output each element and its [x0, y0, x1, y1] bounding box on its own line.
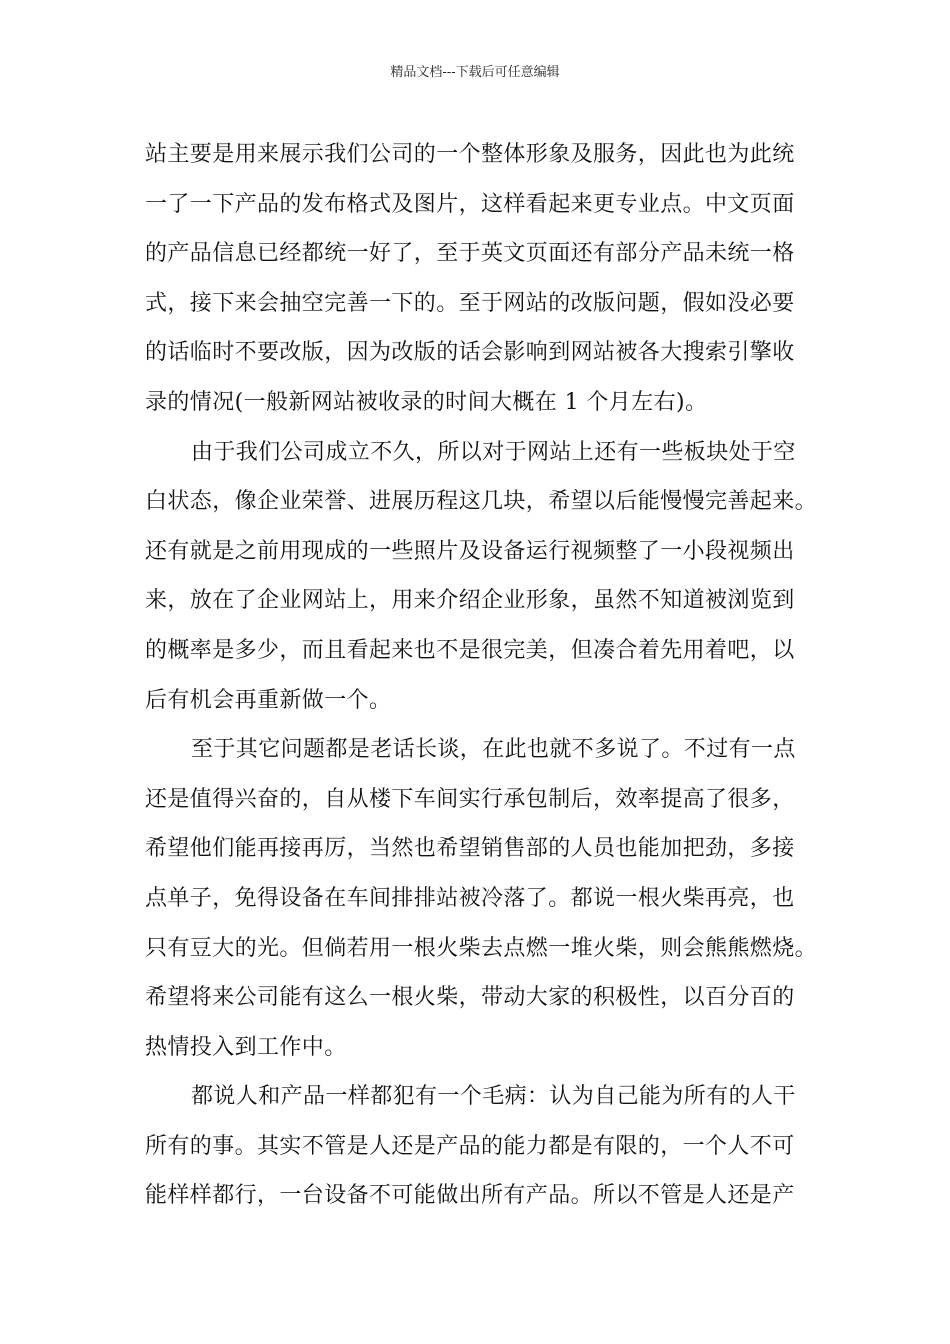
- text-line: 还是值得兴奋的，自从楼下车间实行承包制后，效率提高了很多，: [145, 786, 795, 812]
- text-line: 希望他们能再接再厉，当然也希望销售部的人员也能加把劲，多接: [145, 836, 795, 862]
- text-line: 点单子，免得设备在车间排排站被冷落了。都说一根火柴再亮，也: [145, 885, 795, 911]
- text-line: 的产品信息已经都统一好了，至于英文页面还有部分产品未统一格: [145, 241, 795, 267]
- text-line: 录的情况(一般新网站被收录的时间大概在 1 个月左右)。: [145, 389, 708, 415]
- text-line: 还有就是之前用现成的一些照片及设备运行视频整了一小段视频出: [145, 538, 795, 564]
- text-line: 所有的事。其实不管是人还是产品的能力都是有限的，一个人不可: [145, 1133, 795, 1159]
- text-line: 的话临时不要改版，因为改版的话会影响到网站被各大搜索引擎收: [145, 340, 795, 366]
- paragraph-first-line: 都说人和产品一样都犯有一个毛病：认为自己能为所有的人干: [191, 1084, 796, 1110]
- paragraph-first-line: 由于我们公司成立不久，所以对于网站上还有一些板块处于空: [191, 439, 796, 465]
- text-line: 的概率是多少，而且看起来也不是很完美，但凑合着先用着吧，以: [145, 637, 795, 663]
- text-line: 一了一下产品的发布格式及图片，这样看起来更专业点。中文页面: [145, 191, 795, 217]
- text-line: 希望将来公司能有这么一根火柴，带动大家的积极性，以百分百的: [145, 985, 795, 1011]
- page-header: 精品文档---下载后可任意编辑: [390, 65, 560, 80]
- text-line: 热情投入到工作中。: [145, 1034, 347, 1060]
- paragraph-first-line: 至于其它问题都是老话长谈，在此也就不多说了。不过有一点: [191, 737, 796, 763]
- text-line: 式，接下来会抽空完善一下的。至于网站的改版问题，假如没必要: [145, 290, 795, 316]
- text-line: 白状态，像企业荣誉、进展历程这几块，希望以后能慢慢完善起来。: [145, 489, 818, 515]
- text-line: 只有豆大的光。但倘若用一根火柴去点燃一堆火柴，则会熊熊燃烧。: [145, 935, 818, 961]
- text-line: 后有机会再重新做一个。: [145, 687, 392, 713]
- text-line: 能样样都行，一台设备不可能做出所有产品。所以不管是人还是产: [145, 1183, 795, 1209]
- text-line: 来，放在了企业网站上，用来介绍企业形象，虽然不知道被浏览到: [145, 588, 795, 614]
- document-body: [145, 130, 825, 1221]
- text-line: 站主要是用来展示我们公司的一个整体形象及服务，因此也为此统: [145, 142, 795, 167]
